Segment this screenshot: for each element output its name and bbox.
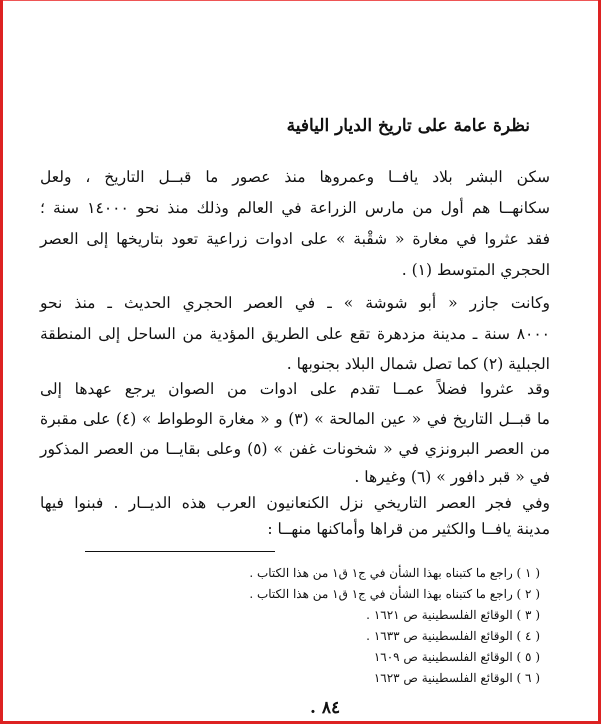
footnote-4: ( ٤ ) الوقائع الفلسطينية ص ١٦٣٣ . <box>366 629 540 643</box>
page-number: ٨٤ . <box>310 698 341 718</box>
paragraph-1-line-3: فقد عثروا في مغارة « شقْبة » على ادوات زراعية تعود بتاريخها إلى العصر <box>40 230 550 248</box>
paragraph-4-line-1: وفي فجر العصر التاريخي نزل الكنعانيون العرب هذه الديــار . فبنوا فيها <box>40 494 550 512</box>
paragraph-3-line-4: في « قبر دافور » (٦) وغيرها . <box>354 468 550 486</box>
footnote-3: ( ٣ ) الوقائع الفلسطينية ص ١٦٢١ . <box>366 608 540 622</box>
footnote-1: ( ١ ) راجع ما كتبناه بهذا الشأن في ج١ ق١ من هذا الكتاب . <box>249 566 540 580</box>
footnote-5: ( ٥ ) الوقائع الفلسطينية ص ١٦٠٩ <box>373 650 540 664</box>
page-frame-left <box>0 0 3 724</box>
paragraph-2-line-2: ٨٠٠٠ سنة ـ مدينة مزدهرة تقع على الطريق المؤدية من الساحل إلى المنطقة <box>40 325 550 343</box>
paragraph-1-line-4: الحجري المتوسط (١) . <box>401 261 550 279</box>
paragraph-2-line-3: الجبلية (٢) كما تصل شمال البلاد بجنوبها . <box>286 355 550 373</box>
paragraph-2-line-1: وكانت جازر « أبو شوشة » ـ في العصر الحجري الحديث ـ منذ نحو <box>40 294 550 312</box>
footnote-divider <box>85 551 275 552</box>
page-title: نظرة عامة على تاريخ الديار اليافية <box>286 116 530 136</box>
paragraph-3-line-3: من العصر البرونزي في « شخونات غفن » (٥) وعلى بقايــا من العصر المذكور <box>40 440 551 458</box>
paragraph-1-line-2: سكانهــا هم أول من مارس الزراعة في العالم وذلك منذ نحو ١٤٠٠٠ سنة ؛ <box>40 199 550 217</box>
paragraph-1-line-1: سكن البشر بلاد يافــا وعمروها منذ عصور ما قبــل التاريخ ، ولعل <box>40 168 550 186</box>
paragraph-4-line-2: مدينة يافــا والكثير من قراها وأماكنها منهــا : <box>267 520 550 538</box>
document-page <box>40 0 550 724</box>
footnote-2: ( ٢ ) راجع ما كتبناه بهذا الشأن في ج١ ق١ من هذا الكتاب . <box>249 587 540 601</box>
paragraph-3-line-2: ما قبــل التاريخ في « عين المالحة » (٣) و « مغارة الوطواط » (٤) على مقبرة <box>40 410 550 428</box>
paragraph-3-line-1: وقد عثروا فضلاً عمــا تقدم على ادوات من الصوان يرجع عهدها إلى <box>40 380 550 398</box>
footnote-6: ( ٦ ) الوقائع الفلسطينية ص ١٦٢٣ <box>373 671 540 685</box>
